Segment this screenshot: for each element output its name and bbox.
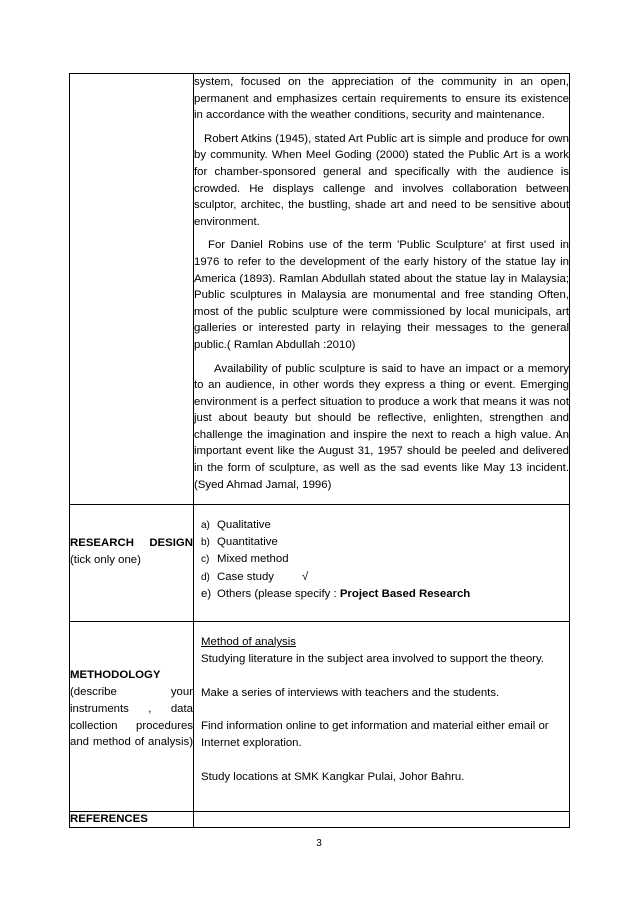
methodology-row [70,622,570,812]
proposal-table [69,73,570,828]
research-design-label-bold: RESEARCH DESIGN [70,537,193,549]
design-option-quantitative [201,534,562,551]
literature-paragraph-2: Robert Atkins (1945), stated Art Public art is simple and produce for own by community. When Meel Goding (2000) stated the Public Art is a work for chamber-sponsored general and specifically with the audience is crowded. He displays callenge and involves collaboration between sculptor, architec, the bustling, shade art and need to be sensitive about environment. [194,132,569,228]
option-label: Case study [217,570,274,583]
method-of-analysis-heading: Method of analysis [201,636,296,648]
option-label: Qualitative [217,519,271,531]
method-line: Studying literature in the subject area involved to support the theory. [201,652,544,665]
option-label: Quantitative [217,536,278,549]
option-marker: b) [201,537,210,549]
method-line: Study locations at SMK Kangkar Pulai, Johor Bahru. [201,770,465,783]
method-line: Find information online to get information and material either email or Internet exploration. [201,720,549,750]
literature-paragraph-4: Availability of public sculpture is said to have an impact or a memory to an audience, in other words they express a thing or event. Emerging environment is a perfect situation to produce a work that means it was not just about beauty but should be reflective, enlighten, strengthen and challenge the imagination and inspire the next to reach a high value. An important event like the August 31, 1957 should be peeled and delivered in the form of sculpture, as well as the sad events like May 13 incident. (Syed Ahmad Jamal, 1996) [194,362,569,491]
option-marker: a) [201,520,210,531]
option-marker: d) [201,571,210,583]
design-option-case-study [201,569,562,586]
research-design-label-note: (tick only one) [70,553,141,566]
research-design-label-cell [70,505,194,622]
research-design-label [70,535,193,569]
research-design-options [201,517,562,603]
option-label [217,586,470,603]
references-row [70,812,570,828]
literature-paragraph-3: For Daniel Robins use of the term 'Public Sculpture' at first used in 1976 to refer to the development of the early history of the statue lay in America (1893). Ramlan Abdullah stated about the statue lay in Malaysia; Public sculptures in Malaysia are monumental and free standing Often, most of the public sculpture were commissioned by local municipals, art galleries or interested party in relaying their messages to the general public.( Ramlan Abdullah :2010) [194,239,569,351]
methodology-content-cell [194,622,570,812]
option-marker: c) [201,554,210,566]
literature-content-cell [194,74,570,505]
page-number: 3 [316,838,322,849]
literature-label-cell [70,74,194,505]
references-label: REFERENCES [70,813,148,825]
methodology-note: (describe your instruments , data collection procedures and method of analysis) [70,686,193,749]
research-design-options-cell [194,505,570,622]
option-marker: e) [201,587,212,600]
references-content-cell [194,812,570,828]
others-prefix: Others (please specify : [217,587,340,600]
research-design-row [70,505,570,622]
design-option-qualitative [201,517,562,534]
methodology-label-cell [70,622,194,812]
design-option-others [201,586,562,603]
checkmark-icon: √ [301,570,309,583]
literature-row [70,74,570,505]
references-label-cell [70,812,194,828]
others-specified-value: Project Based Research [339,587,471,600]
design-option-mixed-method [201,551,562,568]
option-label: Mixed method [217,553,289,566]
methodology-label: METHODOLOGY [70,669,161,681]
method-line: Make a series of interviews with teachers and the students. [201,686,500,699]
literature-paragraph-1: system, focused on the appreciation of the community in an open, permanent and emphasizes certain requirements to ensure its existence in accordance with the weather conditions, security and maintenance. [194,76,569,122]
